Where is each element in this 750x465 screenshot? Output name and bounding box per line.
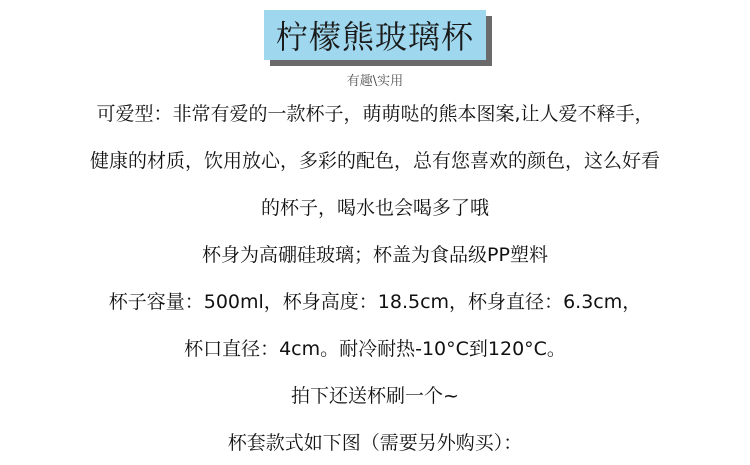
description-line-2: 健康的材质，饮用放心，多彩的配色，总有您喜欢的颜色，这么好看 <box>89 150 660 172</box>
product-title: 柠檬熊玻璃杯 <box>275 18 474 56</box>
gift-line: 拍下还送杯刷一个~ <box>291 385 459 407</box>
title-banner-wrapper <box>0 10 750 60</box>
title-banner <box>264 10 486 60</box>
description-line-1: 可爱型：非常有爱的一款杯子，萌萌哒的熊本图案,让人爱不释手， <box>96 103 654 125</box>
sleeve-style-line: 杯套款式如下图（需要另外购买）： <box>227 432 523 454</box>
description-line-3: 的杯子，喝水也会喝多了哦 <box>260 197 489 219</box>
material-line: 杯身为高硼硅玻璃；杯盖为食品级PP塑料 <box>202 244 548 266</box>
dimensions-line-2: 杯口直径：4cm。耐冷耐热-10°C到120°C。 <box>184 338 566 360</box>
product-subtitle: 有趣\实用 <box>346 74 404 89</box>
dimensions-line-1: 杯子容量：500ml，杯身高度：18.5cm，杯身直径：6.3cm， <box>108 291 642 313</box>
